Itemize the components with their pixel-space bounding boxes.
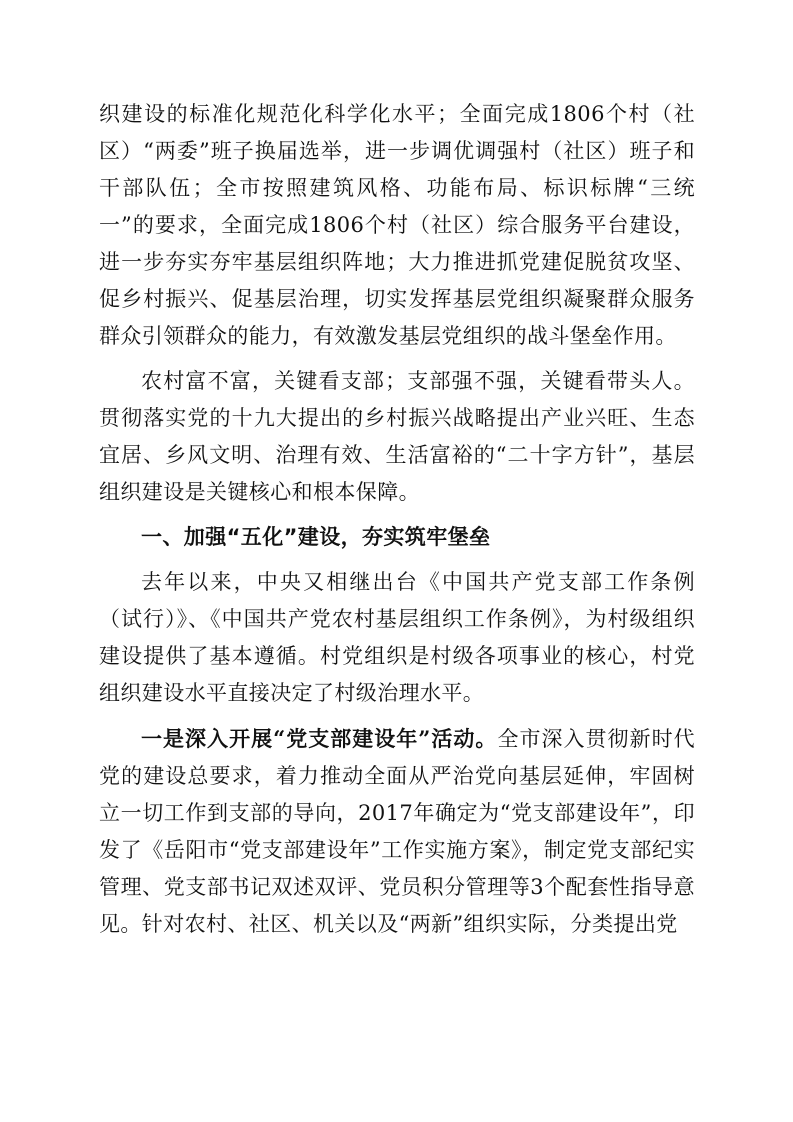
- paragraph-2: 农村富不富，关键看支部；支部强不强，关键看带头人。贯彻落实党的十九大提出的乡村振兴战略提出产业兴旺、生态宜居、乡风文明、治理有效、生活富裕的“二十字方针”，基层组织建设是关键核心和根本保障。: [99, 369, 695, 504]
- paragraph-gap: [99, 355, 695, 363]
- document-page: [99, 96, 695, 943]
- paragraph-gap: [99, 712, 695, 720]
- paragraph-3: 去年以来，中央又相继出台《中国共产党支部工作条例（试行）》、《中国共产党农村基层组织工作条例》，为村级组织建设提供了基本遵循。村党组织是村级各项事业的核心，村党组织建设水平直接决定了村级治理水平。: [99, 570, 695, 705]
- paragraph-4: [99, 720, 695, 943]
- section-heading: 一、加强“五化”建设，夯实筑牢堡垒: [141, 525, 491, 549]
- paragraph-gap: [99, 556, 695, 564]
- paragraph-4-body: 全市深入贯彻新时代党的建设总要求，着力推动全面从严治党向基层延伸，牢固树立一切工作到支部的导向，2017年确定为“党支部建设年”，印发了《岳阳市“党支部建设年”工作实施方案》，制定党支部纪实管理、党支部书记双述双评、党员积分管理等3个配套性指导意见。针对农村、社区、机关以及“两新”组织实际，分类提出党: [99, 727, 695, 936]
- paragraph-1: 织建设的标准化规范化科学化水平；全面完成1806个村（社区）“两委”班子换届选举，进一步调优调强村（社区）班子和干部队伍；全市按照建筑风格、功能布局、标识标牌“三统一”的要求，全面完成1806个村（社区）综合服务平台建设，进一步夯实夯牢基层组织阵地；大力推进抓党建促脱贫攻坚、促乡村振兴、促基层治理，切实发挥基层党组织凝聚群众服务群众引领群众的能力，有效激发基层党组织的战斗堡垒作用。: [99, 102, 695, 348]
- paragraph-gap: [99, 511, 695, 519]
- paragraph-4-lead: 一是深入开展“党支部建设年”活动。: [141, 726, 498, 751]
